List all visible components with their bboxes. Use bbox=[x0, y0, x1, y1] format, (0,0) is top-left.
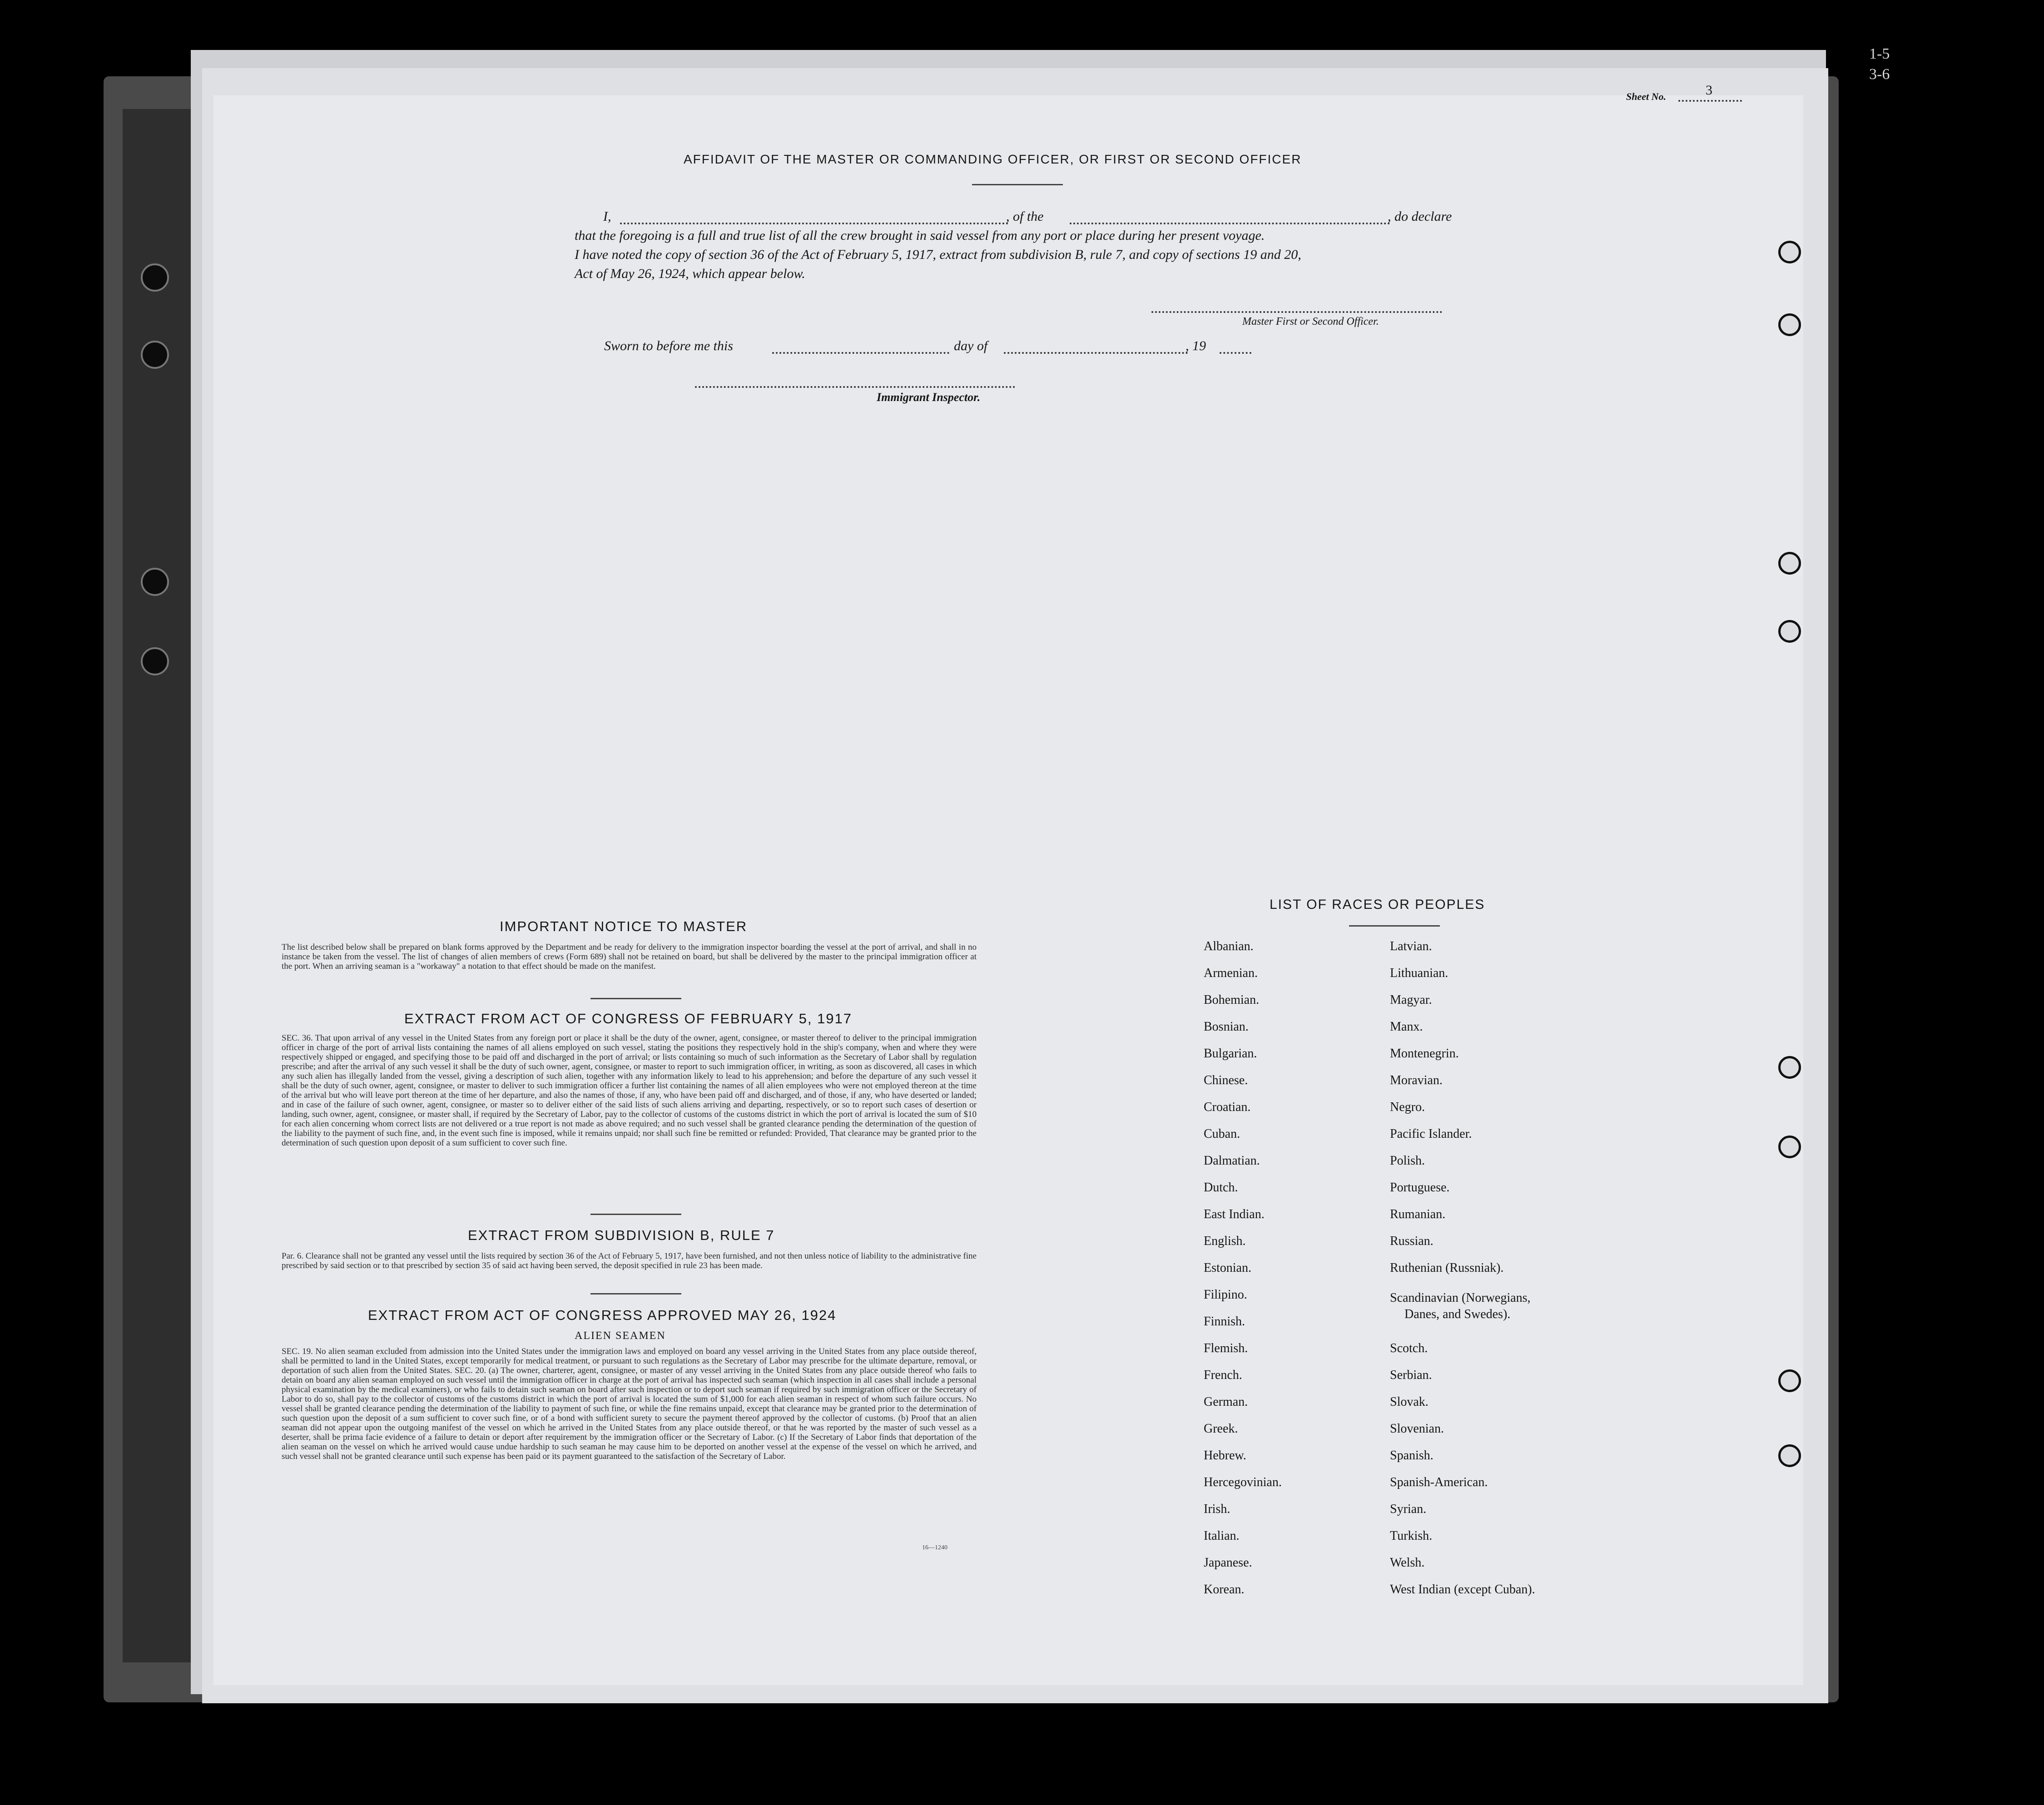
section-rule bbox=[590, 1214, 681, 1215]
binder-hole bbox=[141, 341, 169, 369]
race-left: Albanian. bbox=[1204, 939, 1254, 953]
margin-note: 1-5 bbox=[1869, 45, 1890, 62]
punch-hole bbox=[1778, 1444, 1801, 1467]
race-left: Japanese. bbox=[1204, 1556, 1252, 1570]
form-number: 16—1240 bbox=[922, 1544, 948, 1551]
notice-body: The list described below shall be prepared on blank forms approved by the Department and be ready for delivery to the immigration inspector boarding the vessel at the port of arrival, and shall in no instance be taken from the vessel. The list of changes of alien members of crews (Form 689) shall not be retained on board, but shall be delivered by the master to the principal immigration officer at the port. When an arriving seaman is a "workaway" a notation to that effect should be made on the manifest. bbox=[282, 942, 977, 971]
inspector-signature-line bbox=[695, 386, 1015, 388]
margin-note: 3-6 bbox=[1869, 66, 1890, 83]
race-left: East Indian. bbox=[1204, 1207, 1265, 1221]
race-right: Spanish-American. bbox=[1390, 1475, 1488, 1489]
race-right: Rumanian. bbox=[1390, 1207, 1446, 1221]
extract-1917-body: SEC. 36. That upon arrival of any vessel in the United States from any foreign port or place it shall be the duty of the owner, agent, consignee, or master thereof to deliver to the principal immigration officer in charge of the port of arrival lists containing the names of all aliens employed on such vessel, stating the positions they respectively hold in the ship's company, when and where they were respectively shipped or engaged, and specifying those to be paid off and discharged in the port of arrival; or lists containing so much of such information as the Secretary of Labor shall by regulation prescribe; and after the arrival of any such vessel it shall be the duty of such owner, agent, consignee, or master to report to such immigration officer, in writing, as soon as discovered, all cases in which any such alien has illegally landed from the vessel, giving a description of such alien, together with any information likely to lead to his apprehension; and before the departure of any such vessel it shall be the duty of such owner, agent, consignee, or master to deliver to such immigration officer a further list containing the names of all alien employees who were not employed thereon at the time of the arrival but who will leave port thereon at the time of her departure, and also the names of those, if any, who have been paid off and discharged, and of those, if any, who have deserted or landed; and in case of the failure of such owner, agent, consignee, or master so to deliver either of the said lists of such aliens arriving and departing, respectively, or so to report such cases of desertion or landing, such owner, agent, consignee, or master shall, if required by the Secretary of Labor, pay to the collector of customs of the customs district in which the port of arrival is located the sum of $10 for each alien concerning whom correct lists are not delivered or a true report is not made as above required; and no such vessel shall be granted clearance pending the determination of the question of the liability to the payment of such fine, and, in the event such fine is imposed, while it remains unpaid; nor shall such fine be remitted or refunded: Provided, That clearance may be granted prior to the determination of such question upon deposit of a sum sufficient to cover such fine. bbox=[282, 1033, 977, 1148]
extract-1924-body: SEC. 19. No alien seaman excluded from admission into the United States under the immigration laws and employed on board any vessel arriving in the United States from any place outside thereof, shall be permitted to land in the United States, except temporarily for medical treatment, or pursuant to such regulations as the Secretary of Labor may prescribe for the ultimate departure, removal, or deportation of such alien from the United States. SEC. 20. (a) The owner, charterer, agent, consignee, or master of any vessel arriving in the United States from any place outside thereof who fails to detain on board any alien seaman employed on such vessel until the immigration officer in charge at the port of arrival has inspected such seaman (which inspection in all cases shall include a personal physical examination by the medical examiners), or who fails to detain such seaman on board after such inspection or to deport such seaman if required by such immigration officer or the Secretary of Labor to do so, shall pay to the collector of customs of the customs district in which the port of arrival is located the sum of $1,000 for each alien seaman in respect of whom such failure occurs. No vessel shall be granted clearance pending the determination of the liability to payment of such fine, or while the fine remains unpaid, except that clearance may be granted prior to the determination of such question upon the deposit of a sum sufficient to cover such fine, or of a bond with sufficient surety to secure the payment thereof approved by the collector of customs. (b) Proof that an alien seaman did not appear upon the outgoing manifest of the vessel on which he arrived in the United States from any place outside thereof, or that he was reported by the master of such vessel as a deserter, shall be prima facie evidence of a failure to detain or deport after requirement by the immigration officer or the Secretary of Labor. (c) If the Secretary of Labor finds that deportation of the alien seaman on the vessel on which he arrived would cause undue hardship to such seaman he may cause him to be deported on another vessel at the expense of the vessel on which he arrived, and such vessel shall not be granted clearance until such expense has been paid or its payment guaranteed to the satisfaction of the Secretary of Labor. bbox=[282, 1347, 977, 1461]
day-of-text: day of bbox=[954, 338, 988, 353]
race-right: Russian. bbox=[1390, 1234, 1434, 1248]
binder-hole bbox=[141, 647, 169, 675]
binder-hole bbox=[141, 263, 169, 292]
race-right: Polish. bbox=[1390, 1154, 1425, 1168]
race-left: Flemish. bbox=[1204, 1341, 1248, 1355]
race-right: Scandinavian (Norwegians, bbox=[1390, 1291, 1531, 1305]
extract-rule7-title: EXTRACT FROM SUBDIVISION B, RULE 7 bbox=[468, 1227, 775, 1243]
sworn-day-blank bbox=[772, 352, 949, 354]
vessel-blank bbox=[1070, 223, 1390, 224]
affidavit-title: AFFIDAVIT OF THE MASTER OR COMMANDING OFFICER, OR FIRST OR SECOND OFFICER bbox=[684, 152, 1302, 166]
affidavit-declare: , do declare bbox=[1388, 209, 1452, 224]
race-right: Portuguese. bbox=[1390, 1180, 1450, 1195]
race-left: Hercegovinian. bbox=[1204, 1475, 1282, 1489]
punch-hole bbox=[1778, 1369, 1801, 1392]
race-left: German. bbox=[1204, 1395, 1248, 1409]
race-left: Dutch. bbox=[1204, 1180, 1238, 1195]
punch-hole bbox=[1778, 620, 1801, 643]
document-page bbox=[213, 83, 1803, 1685]
race-right: Latvian. bbox=[1390, 939, 1432, 953]
race-left: Bulgarian. bbox=[1204, 1046, 1257, 1061]
sworn-month-blank bbox=[1004, 352, 1188, 354]
officer-signature-caption: Master First or Second Officer. bbox=[1242, 316, 1379, 327]
race-left: Estonian. bbox=[1204, 1261, 1251, 1275]
race-right: Slovak. bbox=[1390, 1395, 1429, 1409]
race-left: Hebrew. bbox=[1204, 1448, 1246, 1463]
race-left: French. bbox=[1204, 1368, 1242, 1382]
race-right: Scotch. bbox=[1390, 1341, 1428, 1355]
title-rule bbox=[972, 184, 1063, 185]
race-right: Montenegrin. bbox=[1390, 1046, 1459, 1061]
race-right: Ruthenian (Russniak). bbox=[1390, 1261, 1504, 1275]
sworn-text: Sworn to before me this bbox=[604, 338, 733, 353]
binder-hole bbox=[141, 568, 169, 596]
race-right-continuation: Danes, and Swedes). bbox=[1404, 1307, 1511, 1321]
affidavit-line4: Act of May 26, 1924, which appear below. bbox=[575, 266, 805, 281]
race-left: Bohemian. bbox=[1204, 993, 1260, 1007]
punch-hole bbox=[1778, 1056, 1801, 1079]
race-right: Negro. bbox=[1390, 1100, 1425, 1114]
race-left: Finnish. bbox=[1204, 1314, 1245, 1329]
race-left: Italian. bbox=[1204, 1529, 1240, 1543]
race-right: Turkish. bbox=[1390, 1529, 1433, 1543]
race-right: Spanish. bbox=[1390, 1448, 1434, 1463]
race-left: Irish. bbox=[1204, 1502, 1230, 1516]
race-right: Magyar. bbox=[1390, 993, 1432, 1007]
punch-hole bbox=[1778, 552, 1801, 575]
races-title: LIST OF RACES OR PEOPLES bbox=[1270, 897, 1485, 912]
race-right: Welsh. bbox=[1390, 1556, 1425, 1570]
name-blank bbox=[620, 223, 1008, 224]
race-left: Cuban. bbox=[1204, 1127, 1240, 1141]
inspector-caption: Immigrant Inspector. bbox=[877, 391, 981, 404]
extract-rule7-body: Par. 6. Clearance shall not be granted any vessel until the lists required by section 36 of the Act of February 5, 1917, have been furnished, and not then unless notice of liability to the administrative fine prescribed by said section or to that prescribed by section 35 of said act having been served, the deposit specified in rule 23 has been made. bbox=[282, 1251, 977, 1270]
race-left: Dalmatian. bbox=[1204, 1154, 1260, 1168]
sheet-label: Sheet No. bbox=[1626, 91, 1666, 102]
race-left: Chinese. bbox=[1204, 1073, 1248, 1087]
section-rule bbox=[590, 998, 681, 999]
extract-1924-title: EXTRACT FROM ACT OF CONGRESS APPROVED MAY 26, 1924 bbox=[368, 1307, 837, 1323]
race-left: Bosnian. bbox=[1204, 1020, 1249, 1034]
race-right: Lithuanian. bbox=[1390, 966, 1449, 980]
extract-1917-title: EXTRACT FROM ACT OF CONGRESS OF FEBRUARY 5, 1917 bbox=[404, 1011, 853, 1026]
race-right: Serbian. bbox=[1390, 1368, 1432, 1382]
race-right: Moravian. bbox=[1390, 1073, 1443, 1087]
sheet-number: 3 bbox=[1706, 83, 1712, 98]
affidavit-i: I, bbox=[603, 209, 611, 224]
sworn-year-blank bbox=[1220, 352, 1251, 354]
race-right: Pacific Islander. bbox=[1390, 1127, 1472, 1141]
affidavit-of-the: , of the bbox=[1006, 209, 1044, 224]
punch-hole bbox=[1778, 241, 1801, 263]
race-right: Slovenian. bbox=[1390, 1422, 1444, 1436]
race-left: English. bbox=[1204, 1234, 1246, 1248]
punch-hole bbox=[1778, 313, 1801, 336]
race-left: Armenian. bbox=[1204, 966, 1258, 980]
section-rule bbox=[590, 1293, 681, 1294]
race-left: Croatian. bbox=[1204, 1100, 1251, 1114]
affidavit-line2: that the foregoing is a full and true list of all the crew brought in said vessel from any port or place during her present voyage. bbox=[575, 228, 1265, 243]
year-text: , 19 bbox=[1186, 338, 1206, 353]
race-right: West Indian (except Cuban). bbox=[1390, 1582, 1535, 1597]
race-left: Korean. bbox=[1204, 1582, 1245, 1597]
race-right: Manx. bbox=[1390, 1020, 1423, 1034]
sheet-number-line bbox=[1678, 100, 1742, 102]
notice-title: IMPORTANT NOTICE TO MASTER bbox=[500, 918, 748, 934]
race-right: Syrian. bbox=[1390, 1502, 1427, 1516]
officer-signature-line bbox=[1151, 311, 1442, 313]
extract-1924-subtitle: ALIEN SEAMEN bbox=[575, 1330, 666, 1342]
race-left: Filipino. bbox=[1204, 1288, 1247, 1302]
races-rule bbox=[1349, 925, 1440, 927]
affidavit-line3: I have noted the copy of section 36 of the Act of February 5, 1917, extract from subdivision B, rule 7, and copy of sections 19 and 20, bbox=[575, 247, 1301, 262]
punch-hole bbox=[1778, 1136, 1801, 1158]
race-left: Greek. bbox=[1204, 1422, 1238, 1436]
